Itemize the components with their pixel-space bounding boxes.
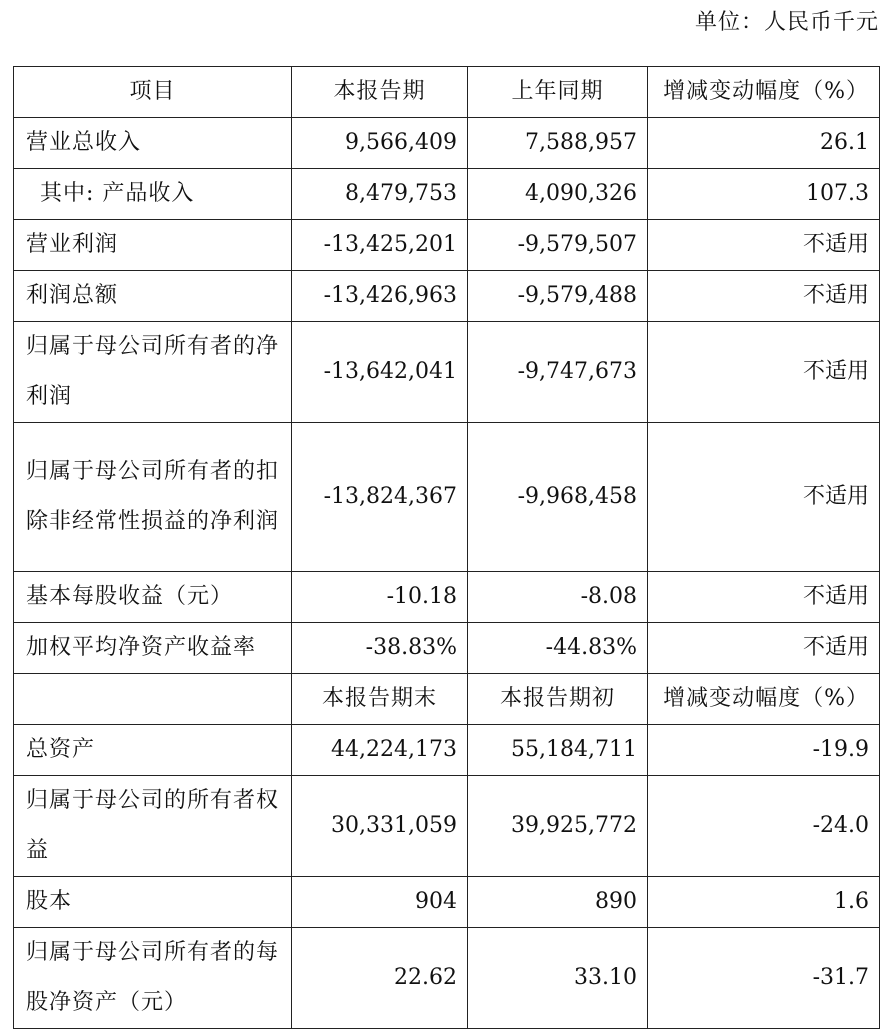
row-label: 归属于母公司所有者的扣除非经常性损益的净利润 [14,423,292,572]
cell-change: -31.7 [648,928,880,1029]
cell-change: 1.6 [648,877,880,928]
cell-current: -13,824,367 [292,423,468,572]
subheader-cell-period-start: 本报告期初 [468,674,648,725]
cell-current: -10.18 [292,572,468,623]
cell-change: 26.1 [648,118,880,169]
row-label: 加权平均净资产收益率 [14,623,292,674]
row-label: 归属于母公司的所有者权益 [14,776,292,877]
subheader-cell-item [14,674,292,725]
header-cell-change: 增减变动幅度（%） [648,67,880,118]
cell-current: -13,425,201 [292,220,468,271]
table-row [14,169,880,220]
table-row [14,877,880,928]
cell-prior: -9,579,488 [468,271,648,322]
cell-change: 107.3 [648,169,880,220]
cell-prior: 7,588,957 [468,118,648,169]
cell-change: -24.0 [648,776,880,877]
cell-current: 904 [292,877,468,928]
table-row [14,220,880,271]
row-label: 总资产 [14,725,292,776]
cell-prior: -8.08 [468,572,648,623]
cell-current: 30,331,059 [292,776,468,877]
unit-label: 单位：人民币千元 [694,10,879,35]
row-label: 营业总收入 [14,118,292,169]
cell-prior: 55,184,711 [468,725,648,776]
cell-prior: 4,090,326 [468,169,648,220]
cell-current: 9,566,409 [292,118,468,169]
header-cell-item: 项目 [14,67,292,118]
table-row [14,423,880,572]
cell-current: -38.83% [292,623,468,674]
cell-current: 22.62 [292,928,468,1029]
table-row [14,623,880,674]
table-row [14,118,880,169]
row-label: 营业利润 [14,220,292,271]
subheader-cell-period-end: 本报告期末 [292,674,468,725]
cell-current: -13,426,963 [292,271,468,322]
cell-prior: -9,579,507 [468,220,648,271]
row-label: 基本每股收益（元） [14,572,292,623]
cell-prior: 33.10 [468,928,648,1029]
cell-prior: 890 [468,877,648,928]
table-row [14,271,880,322]
cell-change: -19.9 [648,725,880,776]
cell-current: 8,479,753 [292,169,468,220]
cell-prior: -44.83% [468,623,648,674]
cell-change: 不适用 [648,423,880,572]
cell-change: 不适用 [648,572,880,623]
table-subheader-row [14,674,880,725]
table-row [14,572,880,623]
subheader-cell-change: 增减变动幅度（%） [648,674,880,725]
table-row [14,776,880,877]
row-label: 其中: 产品收入 [14,169,292,220]
cell-change: 不适用 [648,271,880,322]
cell-prior: -9,747,673 [468,322,648,423]
row-label: 归属于母公司所有者的净利润 [14,322,292,423]
cell-change: 不适用 [648,623,880,674]
header-cell-current-period: 本报告期 [292,67,468,118]
cell-prior: 39,925,772 [468,776,648,877]
row-label: 归属于母公司所有者的每股净资产（元） [14,928,292,1029]
cell-change: 不适用 [648,322,880,423]
row-label: 利润总额 [14,271,292,322]
header-cell-prior-period: 上年同期 [468,67,648,118]
row-label: 股本 [14,877,292,928]
cell-current: -13,642,041 [292,322,468,423]
table-row [14,322,880,423]
table-row [14,725,880,776]
table-header-row [14,67,880,118]
cell-current: 44,224,173 [292,725,468,776]
cell-change: 不适用 [648,220,880,271]
cell-prior: -9,968,458 [468,423,648,572]
financial-data-table [13,66,880,1029]
table-row [14,928,880,1029]
